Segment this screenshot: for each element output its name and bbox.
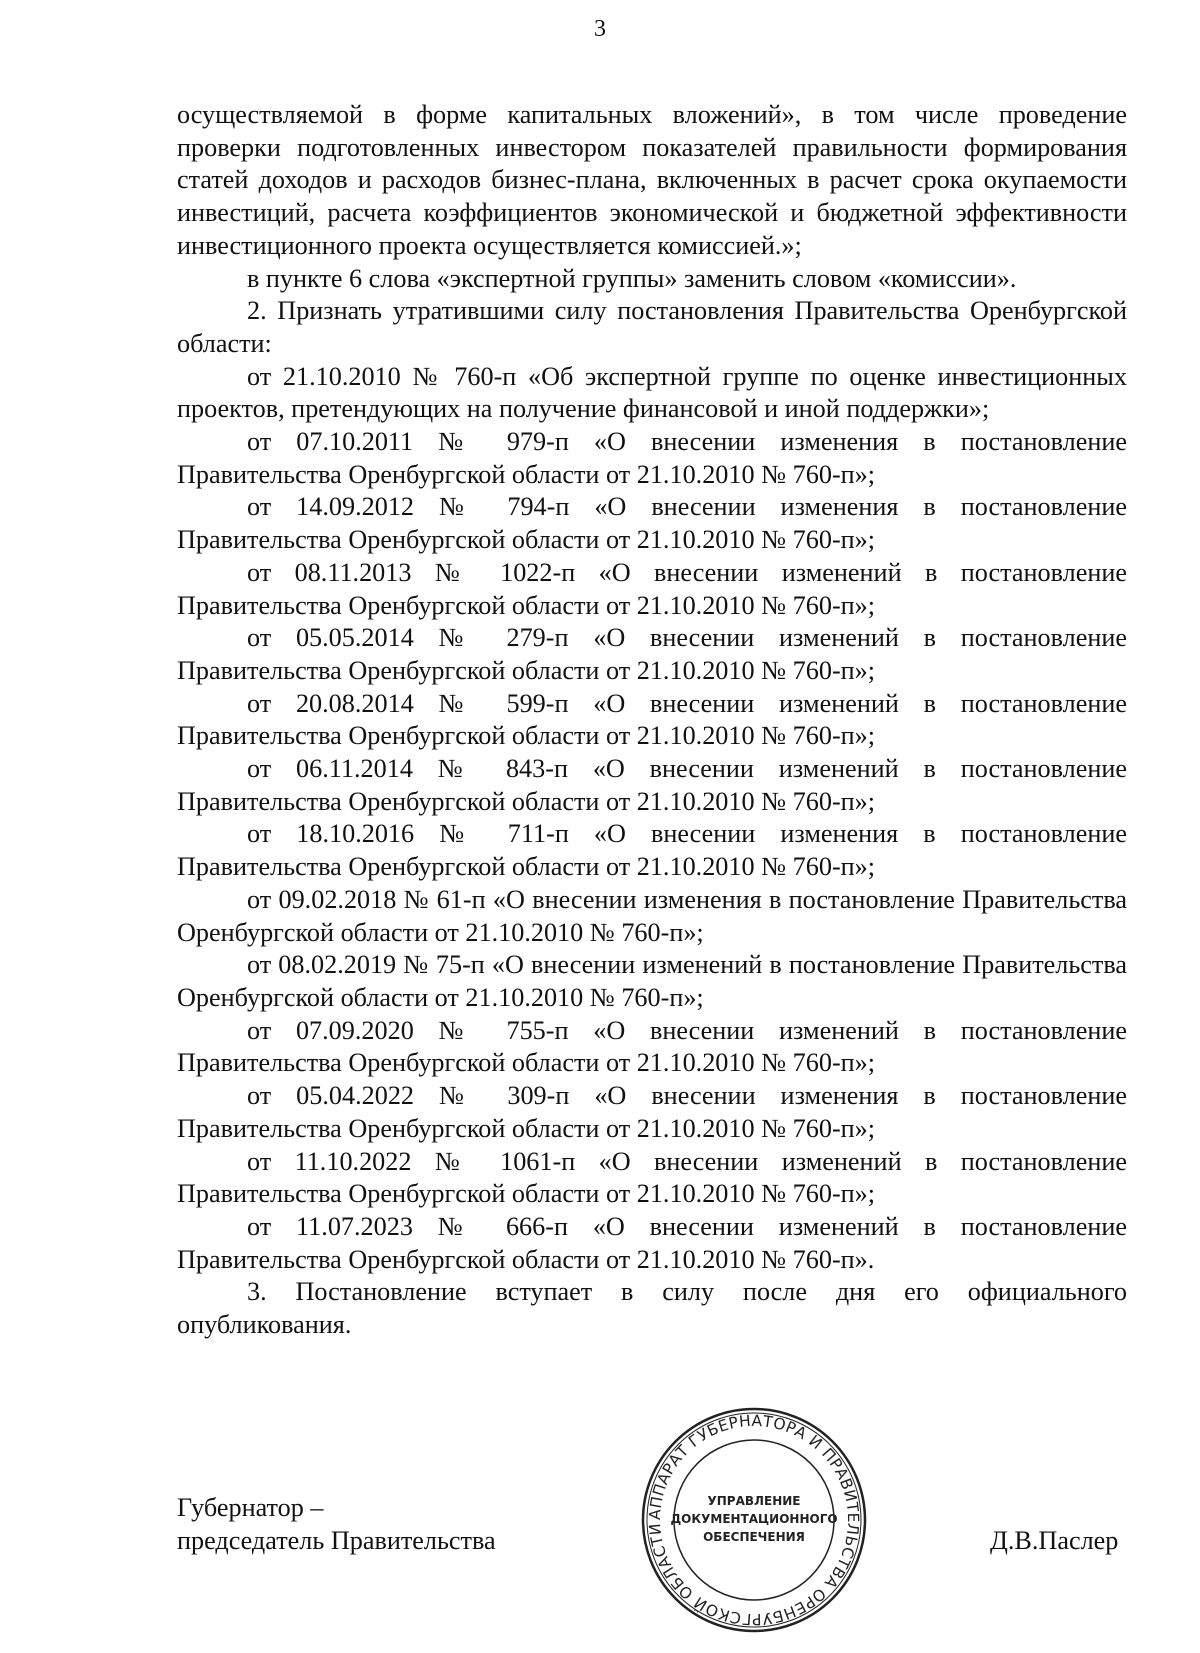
amendment-item: от 08.02.2019 № 75-п «О внесении изменений в постановление Правительства Оренбургской области от 21.10.2010 № 760-п»;: [177, 950, 1127, 1012]
amendment-item: от 07.10.2011 № 979-п «О внесении изменения в постановление Правительства Оренбургской области от 21.10.2010 № 760-п»;: [177, 427, 1127, 489]
paragraph-continuation: осуществляемой в форме капитальных вложений», в том числе проведение проверки подготовленных инвестором показателей правильности формирования статей доходов и расходов бизнес-плана, включенных в расчет срока окупаемости инвестиций, расчета коэффициентов экономической и бюджетной эффективности инвестиционного проекта осуществляется комиссией.»;: [177, 100, 1127, 260]
amendment-item: от 06.11.2014 № 843-п «О внесении изменений в постановление Правительства Оренбургской области от 21.10.2010 № 760-п»;: [177, 754, 1127, 816]
amendment-item: от 18.10.2016 № 711-п «О внесении изменения в постановление Правительства Оренбургской области от 21.10.2010 № 760-п»;: [177, 819, 1127, 882]
amendment-item: от 05.04.2022 № 309-п «О внесении изменения в постановление Правительства Оренбургской области от 21.10.2010 № 760-п»;: [177, 1081, 1127, 1143]
amendment-item: от 08.11.2013 № 1022-п «О внесении изменений в постановление Правительства Оренбургской области от 21.10.2010 № 760-п»;: [177, 557, 1127, 620]
amendment-item: от 11.07.2023 № 666-п «О внесении изменений в постановление Правительства Оренбургской области от 21.10.2010 № 760-п».: [177, 1211, 1127, 1274]
svg-text:ОБЕСПЕЧЕНИЯ: ОБЕСПЕЧЕНИЯ: [703, 1530, 805, 1544]
page-number: 3: [594, 16, 606, 42]
amendment-item: от 11.10.2022 № 1061-п «О внесении изменений в постановление Правительства Оренбургской области от 21.10.2010 № 760-п»;: [177, 1146, 1127, 1209]
signatory-name: Д.В.Паслер: [990, 1526, 1119, 1555]
signatory-title-line-2: председатель Правительства: [177, 1526, 496, 1555]
document-body: [177, 99, 1127, 1342]
amendment-item: от 05.05.2014 № 279-п «О внесении изменений в постановление Правительства Оренбургской области от 21.10.2010 № 760-п»;: [177, 623, 1127, 685]
amendment-item: от 20.08.2014 № 599-п «О внесении изменений в постановление Правительства Оренбургской области от 21.10.2010 № 760-п»;: [177, 688, 1127, 751]
paragraph-repeal-intro: 2. Признать утратившими силу постановления Правительства Оренбургской области:: [177, 296, 1127, 358]
svg-text:УПРАВЛЕНИЕ: УПРАВЛЕНИЕ: [707, 1494, 801, 1508]
svg-text:ДОКУМЕНТАЦИОННОГО: ДОКУМЕНТАЦИОННОГО: [670, 1512, 838, 1526]
official-seal-stamp: [639, 1405, 869, 1635]
svg-text:АППАРАТ ГУБЕРНАТОРА И ПРАВИТЕЛ: АППАРАТ ГУБЕРНАТОРА И ПРАВИТЕЛЬСТВА ОРЕНБУРГСКОЙ ОБЛАСТИ: [645, 1411, 863, 1629]
amendment-item: от 14.09.2012 № 794-п «О внесении изменения в постановление Правительства Оренбургской области от 21.10.2010 № 760-п»;: [177, 492, 1127, 555]
paragraph-effective-date: 3. Постановление вступает в силу после дня его официального опубликования.: [177, 1277, 1127, 1340]
amendment-item: от 07.09.2020 № 755-п «О внесении изменений в постановление Правительства Оренбургской области от 21.10.2010 № 760-п»;: [177, 1015, 1127, 1078]
signatory-title-line-1: Губернатор –: [177, 1493, 324, 1522]
signatory-title: [177, 1491, 496, 1557]
amendment-item: от 09.02.2018 № 61-п «О внесении изменения в постановление Правительства Оренбургской области от 21.10.2010 № 760-п»;: [177, 884, 1127, 947]
paragraph-point-6: в пункте 6 слова «экспертной группы» заменить словом «комиссии».: [247, 263, 1017, 293]
paragraph-original-resolution: от 21.10.2010 № 760-п «Об экспертной группе по оценке инвестиционных проектов, претендующих на получение финансовой и иной поддержки»;: [177, 361, 1127, 424]
seal-icon: [639, 1405, 869, 1635]
